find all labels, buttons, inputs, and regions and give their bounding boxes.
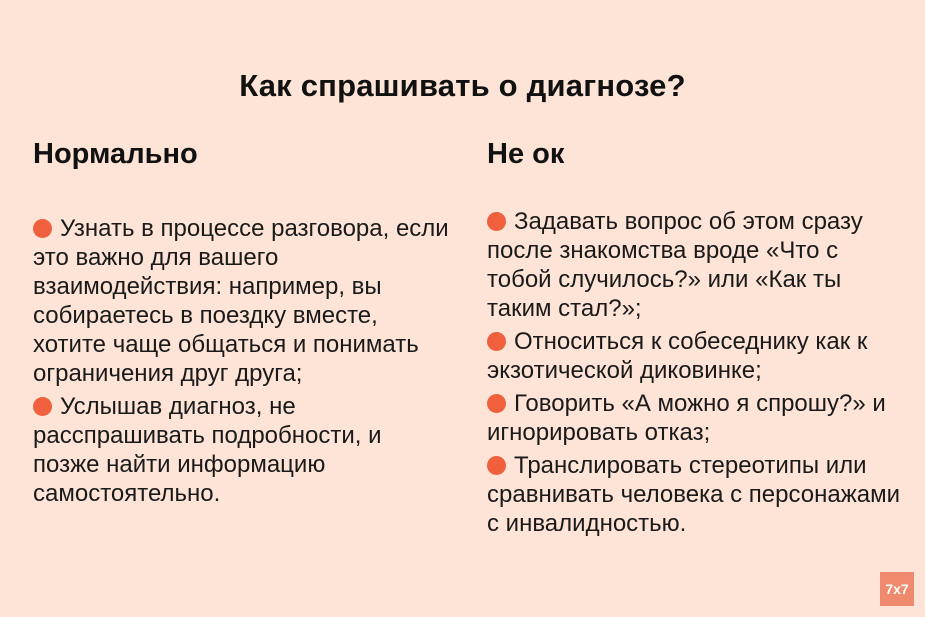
brand-logo: 7x7 bbox=[880, 572, 914, 606]
not-ok-heading: Не ок bbox=[487, 138, 565, 170]
list-item bbox=[487, 389, 907, 447]
bullet-dot-icon bbox=[487, 212, 506, 231]
normal-column bbox=[33, 136, 453, 512]
item-text: Услышав диагноз, не расспрашивать подробности, и позже найти информацию самостоятельно. bbox=[33, 393, 382, 507]
normal-heading: Нормально bbox=[33, 138, 198, 170]
bullet-dot-icon bbox=[33, 397, 52, 416]
list-item bbox=[487, 451, 907, 538]
bullet-dot-icon bbox=[487, 456, 506, 475]
item-text: Говорить «А можно я спрошу?» и игнорировать отказ; bbox=[487, 390, 886, 446]
page-title: Как спрашивать о диагнозе? bbox=[239, 68, 686, 103]
list-item bbox=[487, 327, 907, 385]
bullet-dot-icon bbox=[33, 219, 52, 238]
item-text: Относиться к собеседнику как к экзотической диковинке; bbox=[487, 328, 868, 384]
list-item bbox=[33, 214, 453, 388]
bullet-dot-icon bbox=[487, 394, 506, 413]
list-item bbox=[487, 207, 907, 323]
not-ok-column bbox=[487, 136, 907, 542]
item-text: Задавать вопрос об этом сразу после знакомства вроде «Что с тобой случилось?» или «Как ты таким стал?»; bbox=[487, 208, 863, 322]
not-ok-list bbox=[487, 207, 907, 538]
bullet-dot-icon bbox=[487, 332, 506, 351]
item-text: Узнать в процессе разговора, если это важно для вашего взаимодействия: например, вы собираетесь в поездку вместе, хотите чаще общаться и понимать ограничения друг друга; bbox=[33, 215, 449, 387]
list-item bbox=[33, 392, 453, 508]
normal-list bbox=[33, 214, 453, 508]
item-text: Транслировать стереотипы или сравнивать человека с персонажами с инвалидностью. bbox=[487, 452, 901, 537]
